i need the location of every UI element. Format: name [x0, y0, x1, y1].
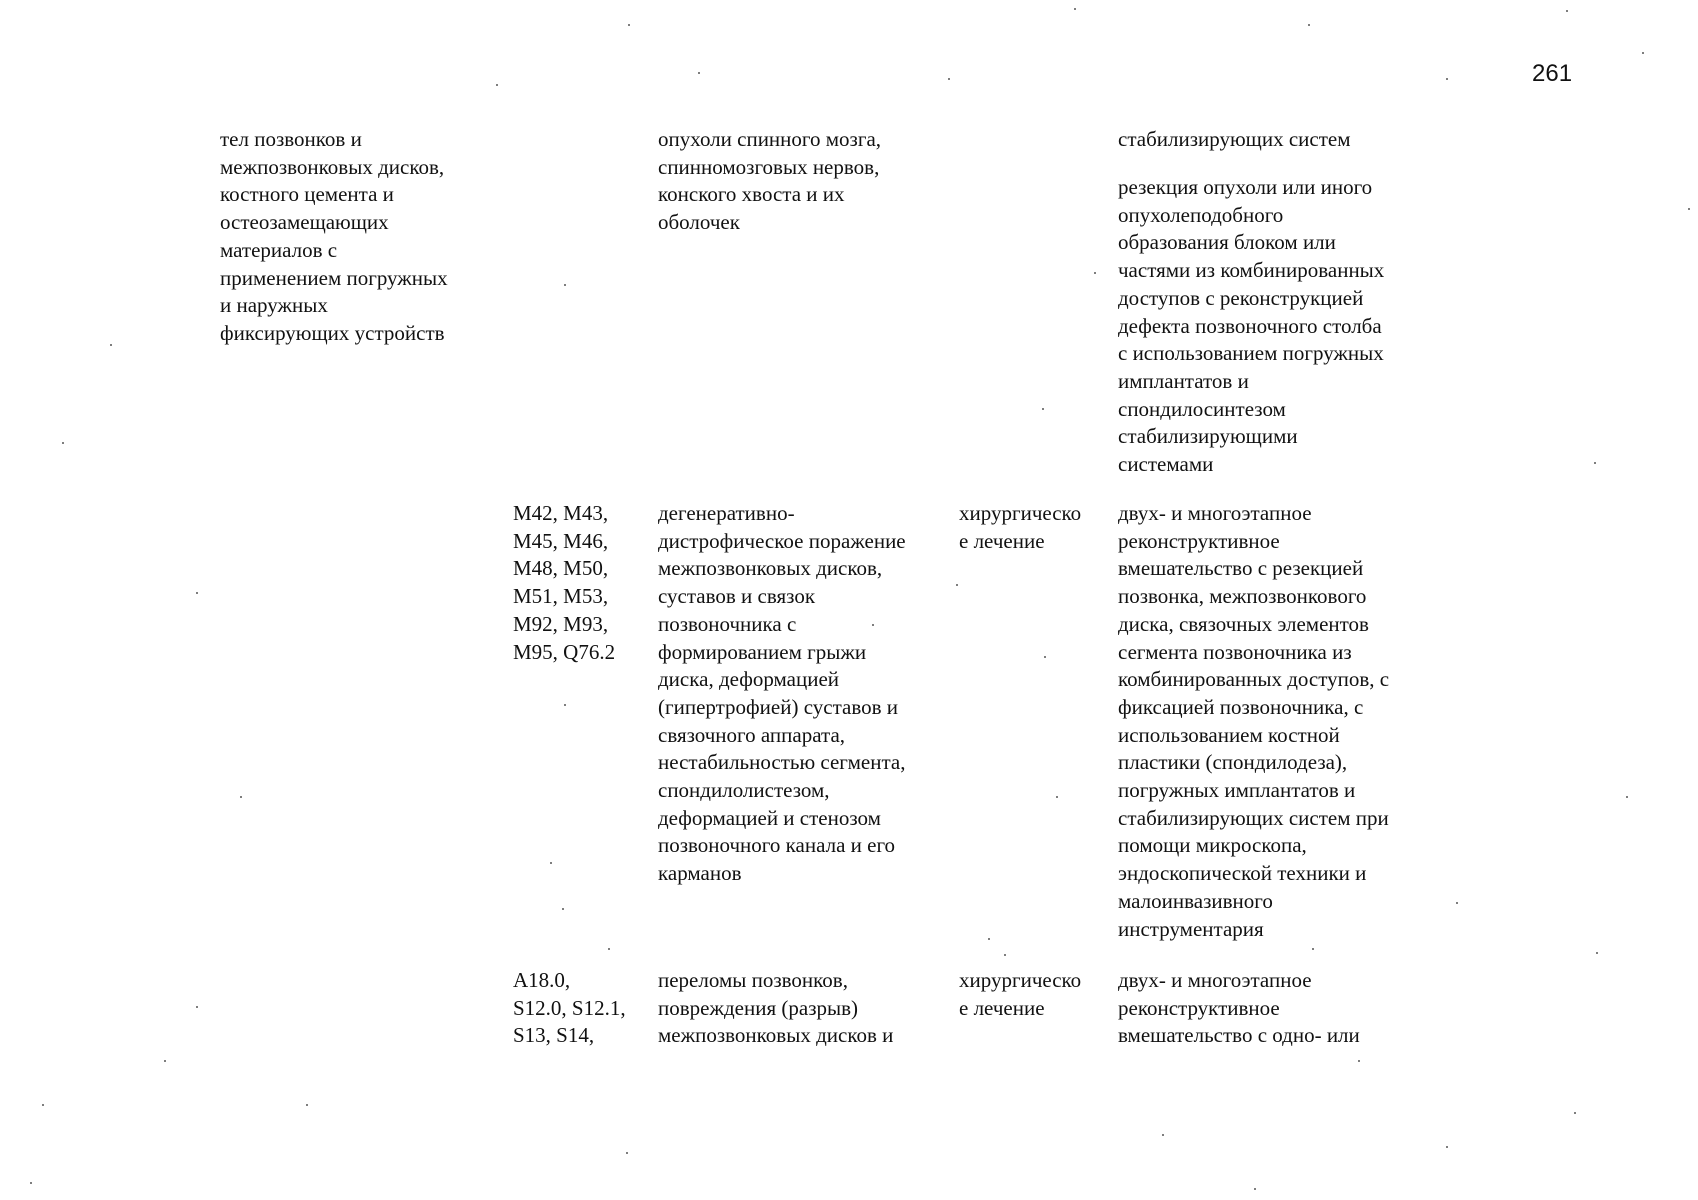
scan-speck: [1308, 24, 1310, 26]
scan-speck: [62, 442, 64, 444]
row2-diagnosis: дегенеративно- дистрофическое поражение межпозвонковых дисков, суставов и связок позвоночника с формированием грыжи диска, деформацией (гипертрофией) суставов и связочного аппарата, нестабильностью сегмента, спондилолистезом, деформацией и стенозом позвоночного канала и его карманов: [658, 501, 906, 886]
scan-speck: [164, 1060, 166, 1062]
scan-speck: [562, 908, 564, 910]
scan-speck: [1358, 1060, 1360, 1062]
row3-icd-codes: A18.0, S12.0, S12.1, S13, S14,: [513, 968, 626, 1048]
scan-speck: [1574, 1112, 1576, 1114]
scan-speck: [1162, 1134, 1164, 1136]
scan-speck: [608, 948, 610, 950]
scan-speck: [1004, 954, 1006, 956]
scan-speck: [1074, 8, 1076, 10]
scan-speck: [564, 704, 566, 706]
row3-method: двух- и многоэтапное реконструктивное вмешательство с одно- или: [1118, 968, 1360, 1048]
scan-speck: [1094, 272, 1096, 274]
scan-speck: [240, 796, 242, 798]
scan-speck: [948, 78, 950, 80]
row1-method-continued: стабилизирующих систем: [1118, 127, 1351, 151]
page-number: 261: [1532, 60, 1573, 87]
scan-speck: [1312, 948, 1314, 950]
scan-speck: [496, 84, 498, 86]
scan-speck: [1446, 78, 1448, 80]
scan-speck: [1446, 1146, 1448, 1148]
scan-speck: [1594, 462, 1596, 464]
scan-speck: [1254, 1188, 1256, 1190]
scan-speck: [1044, 656, 1046, 658]
scan-speck: [196, 1006, 198, 1008]
scan-speck: [1056, 796, 1058, 798]
scan-speck: [872, 624, 874, 626]
row1-diagnosis: опухоли спинного мозга, спинномозговых нервов, конского хвоста и их оболочек: [658, 127, 882, 235]
row3-diagnosis: переломы позвонков, повреждения (разрыв) межпозвонковых дисков и: [658, 968, 894, 1048]
scan-speck: [564, 284, 566, 286]
scan-speck: [42, 1104, 44, 1106]
scan-speck: [306, 1104, 308, 1106]
row2-icd-codes: M42, M43, M45, M46, M48, M50, M51, M53, M92, M93, M95, Q76.2: [513, 501, 616, 664]
scan-speck: [628, 24, 630, 26]
scan-speck: [196, 592, 198, 594]
scan-speck: [1596, 952, 1598, 954]
row3-treatment-type: хирургическо е лечение: [959, 968, 1082, 1020]
scan-speck: [30, 1182, 32, 1184]
row1-treatment-model: тел позвонков и межпозвонковых дисков, костного цемента и остеозамещающих материалов с применением погружных и наружных фиксирующих устройств: [220, 127, 448, 345]
scan-speck: [698, 72, 700, 74]
scan-speck: [1566, 10, 1568, 12]
row2-treatment-type: хирургическо е лечение: [959, 501, 1082, 553]
scan-speck: [1042, 408, 1044, 410]
scan-speck: [988, 938, 990, 940]
scan-speck: [110, 344, 112, 346]
scan-speck: [1456, 902, 1458, 904]
row2-method: двух- и многоэтапное реконструктивное вмешательство с резекцией позвонка, межпозвонкового диска, связочных элементов сегмента позвоночника из комбинированных доступов, с фиксацией позвоночника, с использованием костной пластики (спондилодеза), погружных имплантатов и стабилизирующих систем при помощи микроскопа, эндоскопической техники и малоинвазивного инструментария: [1118, 501, 1390, 941]
scan-speck: [1626, 796, 1628, 798]
scan-speck: [626, 1152, 628, 1154]
scan-speck: [956, 584, 958, 586]
scan-speck: [1688, 208, 1690, 210]
scan-speck: [550, 862, 552, 864]
row1-method: резекция опухоли или иного опухолеподобного образования блоком или частями из комбинированных доступов с реконструкцией дефекта позвоночного столба с использованием погружных имплантатов и спондилосинтезом стабилизирующими системами: [1118, 175, 1385, 477]
scan-speck: [1642, 52, 1644, 54]
